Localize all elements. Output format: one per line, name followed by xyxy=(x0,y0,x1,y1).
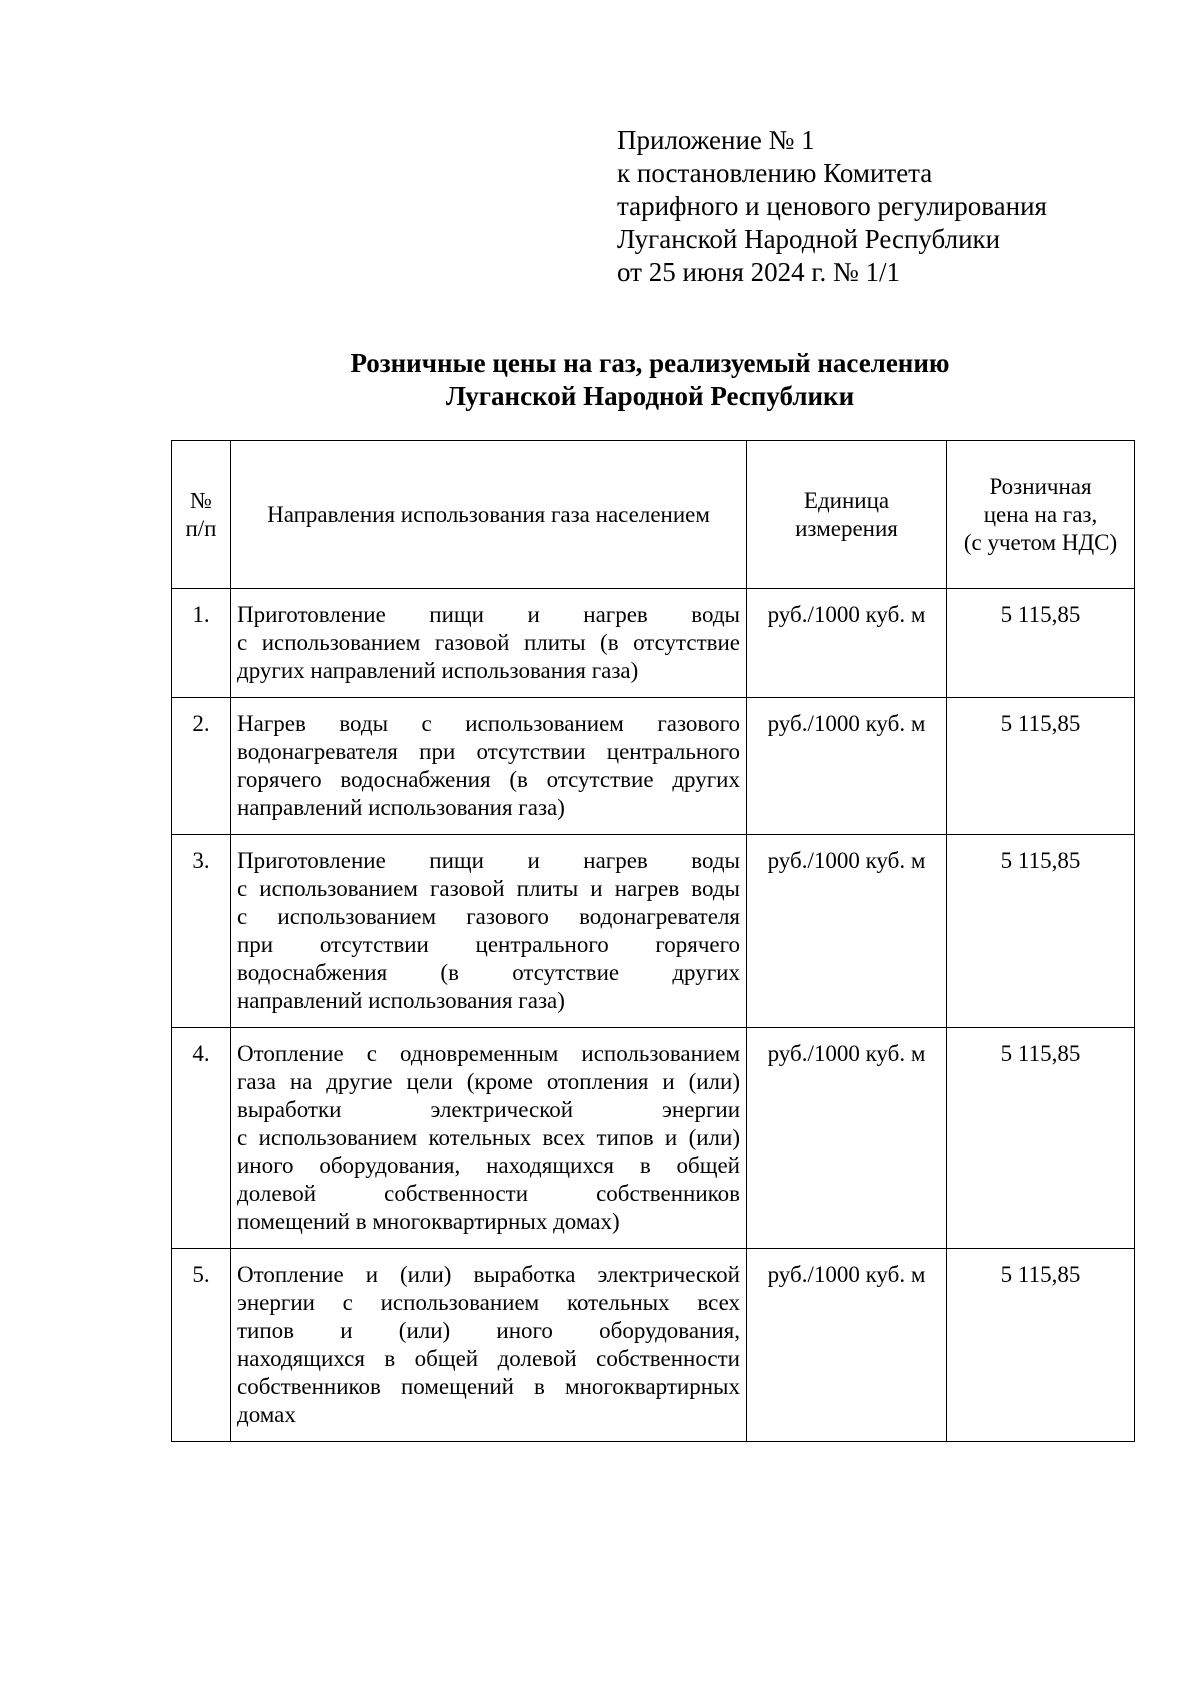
table-row xyxy=(172,589,1135,698)
table-header-row xyxy=(172,441,1135,589)
header-unit xyxy=(747,441,947,589)
header-price-line-3: (с учетом НДС) xyxy=(963,529,1118,555)
header-number-line-2: п/п xyxy=(185,515,217,541)
row-direction-line: долевой собственности собственников xyxy=(237,1181,740,1206)
header-direction: Направления использования газа населением xyxy=(231,441,747,589)
header-price xyxy=(947,441,1135,589)
row-direction-line: при отсутствии центрального горячего xyxy=(237,932,740,957)
table-row xyxy=(172,698,1135,835)
row-number: 3. xyxy=(172,835,231,1028)
row-direction-line: Приготовление пищи и нагрев воды xyxy=(237,848,740,873)
header-number xyxy=(172,441,231,589)
row-number: 1. xyxy=(172,589,231,698)
row-price: 5 115,85 xyxy=(947,1249,1135,1442)
row-direction xyxy=(231,698,747,835)
row-number: 2. xyxy=(172,698,231,835)
row-direction-line: Приготовление пищи и нагрев воды xyxy=(237,602,740,627)
row-unit: руб./1000 куб. м xyxy=(747,835,947,1028)
row-direction-line: с использованием газовой плиты и нагрев воды xyxy=(237,876,740,901)
row-direction-line: помещений в многоквартирных домах) xyxy=(237,1209,620,1234)
row-price: 5 115,85 xyxy=(947,1028,1135,1249)
table-row xyxy=(172,835,1135,1028)
row-direction-line: выработки электрической энергии xyxy=(237,1097,740,1122)
row-direction-line: находящихся в общей долевой собственности xyxy=(237,1346,740,1371)
row-unit: руб./1000 куб. м xyxy=(747,698,947,835)
row-unit: руб./1000 куб. м xyxy=(747,589,947,698)
row-direction xyxy=(231,589,747,698)
row-unit: руб./1000 куб. м xyxy=(747,1249,947,1442)
row-direction-line: газа на другие цели (кроме отопления и (или) xyxy=(237,1069,740,1094)
row-direction-line: водоснабжения (в отсутствие других xyxy=(237,960,740,985)
row-price: 5 115,85 xyxy=(947,589,1135,698)
row-direction-line: направлений использования газа) xyxy=(237,988,565,1013)
annex-republic-name: Луганской Народной Республики xyxy=(617,224,1001,254)
row-direction-line: Отопление с одновременным использованием xyxy=(237,1041,740,1066)
header-number-line-1: № xyxy=(190,487,212,513)
gas-prices-table xyxy=(171,440,1135,1442)
row-direction xyxy=(231,1249,747,1442)
row-direction-line: Нагрев воды с использованием газового xyxy=(237,711,740,736)
row-direction-line: горячего водоснабжения (в отсутствие других xyxy=(237,767,740,792)
row-direction-line: собственников помещений в многоквартирных xyxy=(237,1374,740,1399)
row-direction-line: типов и (или) иного оборудования, xyxy=(237,1318,740,1343)
annex-resolution-ref: к постановлению Комитета xyxy=(617,158,933,188)
row-unit: руб./1000 куб. м xyxy=(747,1028,947,1249)
row-direction-line: направлений использования газа) xyxy=(237,795,565,820)
row-direction-line: иного оборудования, находящихся в общей xyxy=(237,1153,740,1178)
row-price: 5 115,85 xyxy=(947,698,1135,835)
row-number: 5. xyxy=(172,1249,231,1442)
header-price-line-1: Розничная xyxy=(989,473,1092,499)
annex-committee-name: тарифного и ценового регулирования xyxy=(617,191,1047,221)
row-direction-line: домах xyxy=(237,1402,296,1427)
row-direction-line: с использованием газового водонагревателя xyxy=(237,904,740,929)
row-direction-line: Отопление и (или) выработка электрической xyxy=(237,1262,740,1287)
header-unit-line-2: измерения xyxy=(795,515,898,541)
row-price: 5 115,85 xyxy=(947,835,1135,1028)
document-title-line-2: Луганской Народной Республики xyxy=(445,381,855,411)
annex-date-number: от 25 июня 2024 г. № 1/1 xyxy=(617,257,900,287)
annex-header xyxy=(617,124,1157,289)
row-direction-line: энергии с использованием котельных всех xyxy=(237,1290,740,1315)
row-direction-line: с использованием котельных всех типов и (или) xyxy=(237,1125,740,1150)
row-direction xyxy=(231,1028,747,1249)
table-row xyxy=(172,1249,1135,1442)
header-unit-line-1: Единица xyxy=(803,487,890,513)
row-direction xyxy=(231,835,747,1028)
row-direction-line: других направлений использования газа) xyxy=(237,658,639,683)
row-direction-line: водонагревателя при отсутствии центрального xyxy=(237,739,740,764)
header-price-line-2: цена на газ, xyxy=(983,501,1098,527)
document-title xyxy=(0,347,1200,413)
row-direction-line: с использованием газовой плиты (в отсутствие xyxy=(237,630,740,655)
document-title-line-1: Розничные цены на газ, реализуемый населению xyxy=(350,348,950,378)
table-row xyxy=(172,1028,1135,1249)
annex-number: Приложение № 1 xyxy=(617,125,815,155)
row-number: 4. xyxy=(172,1028,231,1249)
